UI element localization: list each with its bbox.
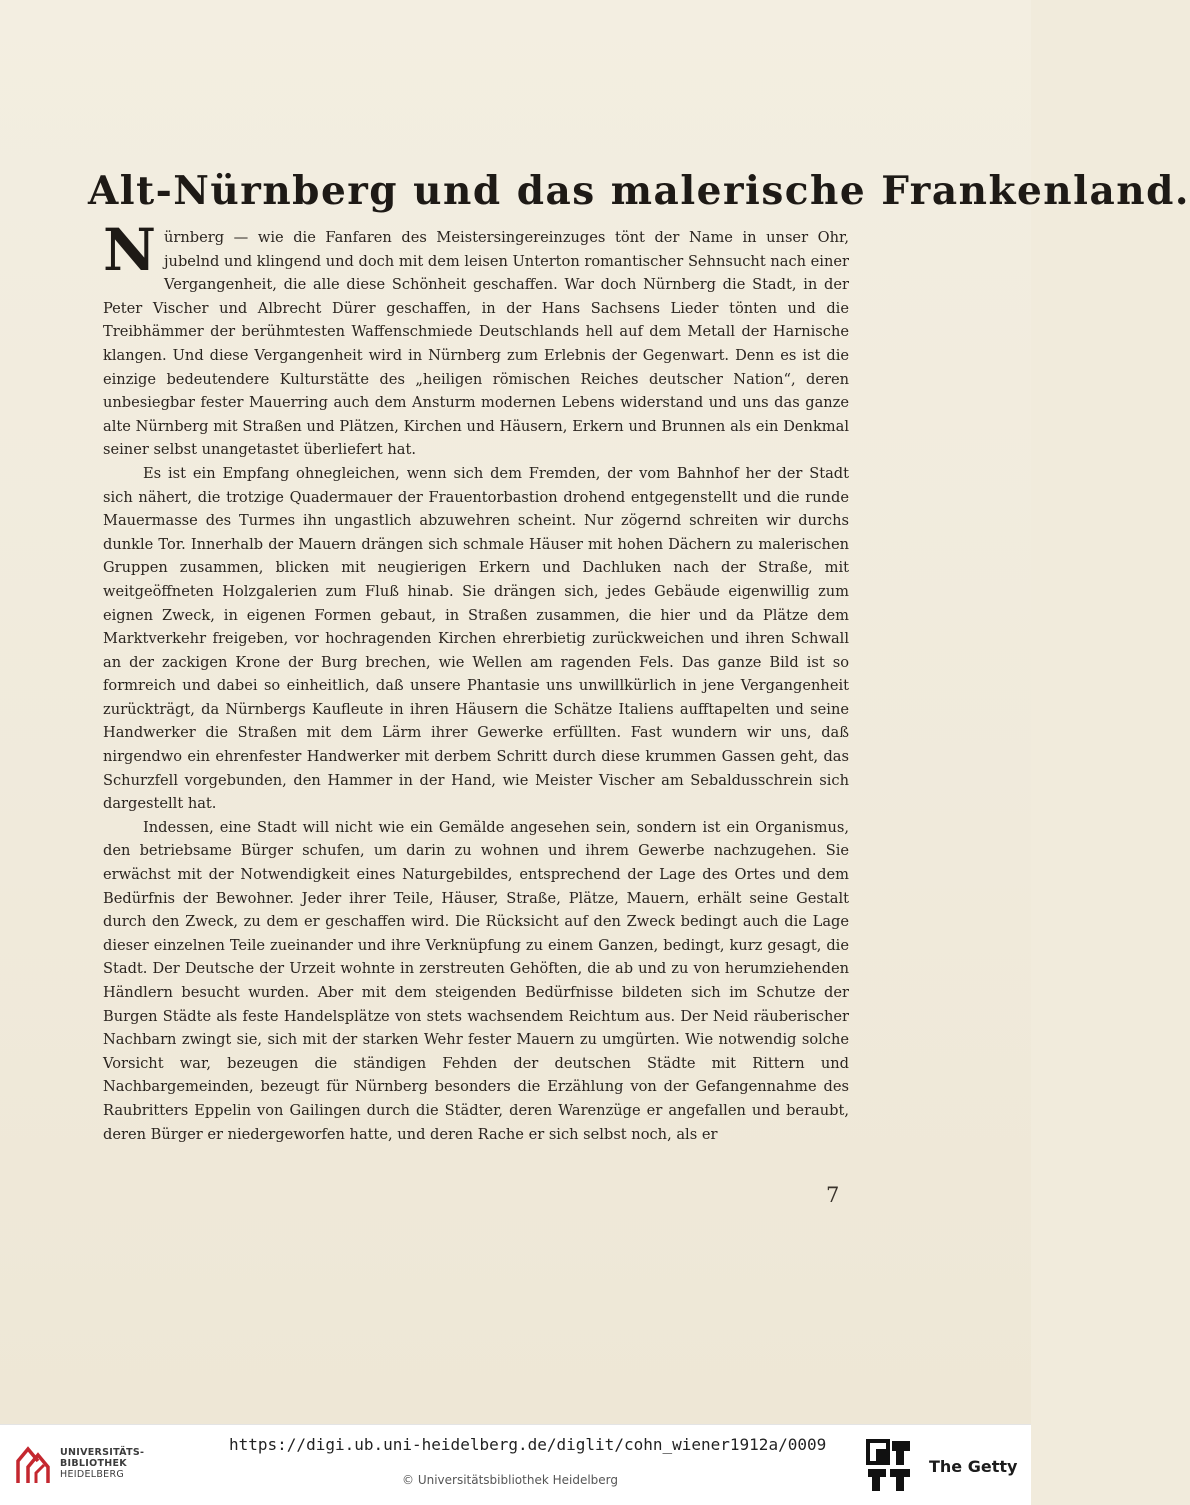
getty-logo-icon[interactable]	[866, 1439, 912, 1493]
article-body	[103, 216, 849, 1146]
paragraph-3: Indessen, eine Stadt will nicht wie ein Gemälde angesehen sein, sondern ist ein Organismus, den betriebsame Bürger schufen, um darin zu wohnen und ihrem Gewerbe nachzugehen. Sie erwächst mit der Notwendigkeit eines Naturgebildes, entsprechend der Lage des Ortes und dem Bedürfnis der Bewohner. Jeder ihrer Teile, Häuser, Straße, Plätze, Mauern, erhält seine Gestalt durch den Zweck, zu dem er geschaffen wird. Die Rücksicht auf den Zweck bedingt auch die Lage dieser einzelnen Teile zueinander und ihre Verknüpfung zu einem Ganzen, bedingt, kurz gesagt, die Stadt. Der Deutsche der Urzeit wohnte in zerstreuten Gehöften, die ab und zu von herumziehenden Händlern besucht wurden. Aber mit dem steigenden Bedürfnisse bildeten sich im Schutze der Burgen Städte als feste Handelsplätze von stets wachsendem Reichtum aus. Der Neid räuberischer Nachbarn zwingt sie, sich mit der starken Wehr fester Mauern zu umgürten. Wie notwendig solche Vorsicht war, bezeugen die ständigen Fehden der deutschen Städte mit Rittern und Nachbargemeinden, bezeugt für Nürnberg besonders die Erzählung von der Gefangennahme des Raubritters Eppelin von Gailingen durch die Städter, deren Warenzüge er angefallen und beraubt, deren Bürger er niedergeworfen hatte, und deren Rache er sich selbst noch, als er	[103, 818, 849, 1143]
paragraph-1-text: ürnberg — wie die Fanfaren des Meistersingereinzuges tönt der Name in unser Ohr, jubelnd und klingend und doch mit dem leisen Unterton romantischer Sehnsucht nach einer Vergangenheit, die alle diese Schönheit geschaffen. War doch Nürnberg die Stadt, in der Peter Vischer und Albrecht Dürer geschaffen, in der Hans Sachsens Lieder tönten und die Treibhämmer der berühmtesten Waffenschmiede Deutschlands hell auf dem Metall der Harnische klangen. Und diese Vergangenheit wird in Nürnberg zum Erlebnis der Gegenwart. Denn es ist die einzige bedeutendere Kulturstätte des „heiligen römischen Reiches deutscher Nation“, deren unbesiegbar fester Mauerring auch dem Ansturm modernen Lebens widerstand und uns das ganze alte Nürnberg mit Straßen und Plätzen, Kirchen und Häusern, Erkern und Brunnen als ein Denkmal seiner selbst unangetastet überliefert hat.	[103, 229, 849, 459]
ub-line-1: UNIVERSITÄTS-	[60, 1447, 145, 1458]
ub-heidelberg-logo-icon[interactable]	[14, 1443, 56, 1487]
ub-line-3: HEIDELBERG	[60, 1469, 125, 1480]
permalink-url[interactable]: https://digi.ub.uni-heidelberg.de/diglit/cohn_wiener1912a/0009	[229, 1435, 827, 1454]
ub-line-2: BIBLIOTHEK	[60, 1458, 127, 1469]
copyright-notice: © Universitätsbibliothek Heidelberg	[402, 1473, 619, 1487]
paragraph-1	[103, 216, 849, 462]
paragraph-2: Es ist ein Empfang ohnegleichen, wenn sich dem Fremden, der vom Bahnhof her der Stadt sich nähert, die trotzige Quadermauer der Frauentorbastion drohend entgegenstellt und die runde Mauermasse des Turmes ihn ungastlich abzuwehren scheint. Nur zögernd schreiten wir durchs dunkle Tor. Innerhalb der Mauern drängen sich schmale Häuser mit hohen Dächern zu malerischen Gruppen zusammen, blicken mit neugierigen Erkern und Dachluken nach der Straße, mit weitgeöffneten Holzgalerien zum Fluß hinab. Sie drängen sich, jedes Gebäude eigenwillig zum eignen Zweck, in eigenen Formen gebaut, in Straßen zusammen, die hier und da Plätze dem Marktverkehr freigeben, vor hochragenden Kirchen ehrerbietig zurückweichen und ihren Schwall an der zackigen Krone der Burg brechen, wie Wellen am ragenden Fels. Das ganze Bild ist so formreich und dabei so einheitlich, daß unsere Phantasie uns unwillkürlich in jene Vergangenheit zurückträgt, da Nürnbergs Kaufleute in ihren Häusern die Schätze Italiens aufftapelten und seine Handwerker die Straßen mit dem Lärm ihrer Gewerke erfüllten. Fast wundern wir uns, daß nirgendwo ein ehrenfester Handwerker mit derbem Schritt durch diese krummen Gassen geht, das Schurzfell vorgebunden, den Hammer in der Hand, wie Meister Vischer am Sebaldusschrein sich dargestellt hat.	[103, 464, 849, 813]
viewer-footer	[0, 1424, 1031, 1505]
drop-cap: N	[103, 216, 157, 284]
page-title: Alt-Nürnberg und das malerische Frankenland.	[88, 168, 1190, 214]
page-number: 7	[826, 1183, 840, 1207]
getty-wordmark[interactable]: The Getty	[929, 1457, 1018, 1476]
ub-heidelberg-wordmark[interactable]	[60, 1447, 144, 1480]
